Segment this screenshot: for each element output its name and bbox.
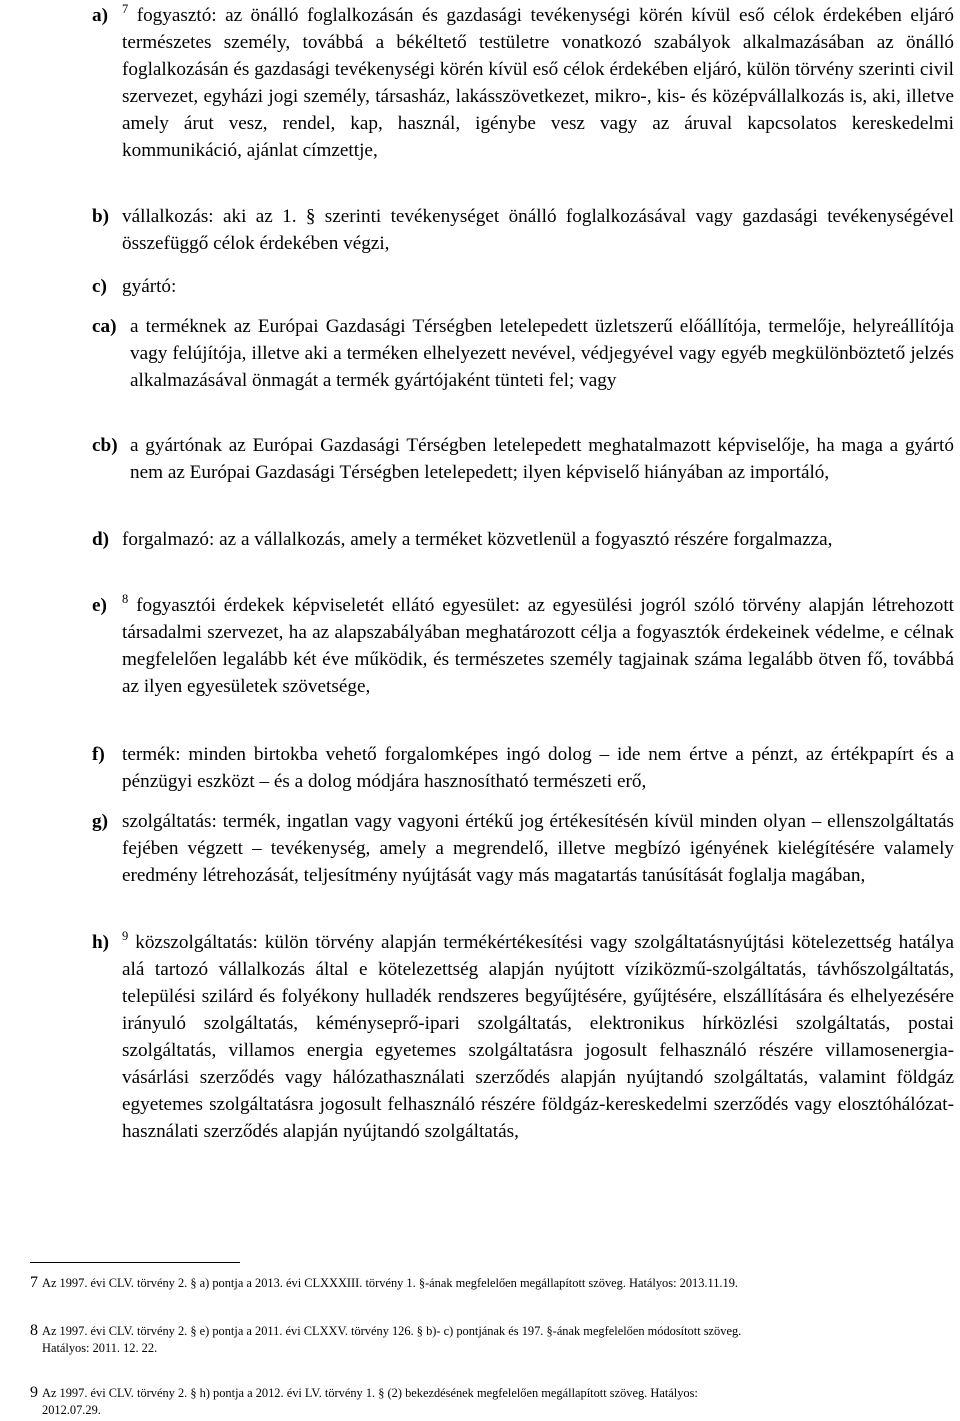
- item-label: cb): [92, 435, 118, 456]
- footnote-8: [30, 1322, 942, 1357]
- item-text: fogyasztó: az önálló foglalkozásán és gazdasági tevékenységi körén kívül eső célok érdekében eljáró természetes személy, továbbá a békéltető testületre vonatkozó szabályok alkalmazásában az önálló foglalkozásán és gazdasági tevékenységi körén kívül eső célok érdekében eljáró, külön törvény szerinti civil szervezet, egyházi jogi személy, társasház, lakásszövetkezet, mikro-, kis- és középvállalkozás is, aki, illetve amely árut vesz, rendel, kap, használ, igénybe vesz vagy az áruval kapcsolatos kereskedelmi kommunikáció, ajánlat címzettje,: [122, 5, 955, 161]
- definition-f: [92, 741, 954, 795]
- footnote-number: 7: [30, 1274, 38, 1291]
- item-text: forgalmazó: az a vállalkozás, amely a terméket közvetlenül a fogyasztó részére forgalmazza,: [122, 529, 833, 550]
- item-text: vállalkozás: aki az 1. § szerinti tevékenységet önálló foglalkozásával vagy gazdasági tevékenységével összefüggő célok érdekében végzi,: [122, 206, 954, 254]
- footnote-text: Az 1997. évi CLV. törvény 2. § a) pontja a 2013. évi CLXXXIII. törvény 1. §-ának megfelelően megállapított szöveg. Hatályos: 2013.11.19.: [42, 1276, 739, 1290]
- definition-g: [92, 808, 954, 889]
- footnote-text: Az 1997. évi CLV. törvény 2. § h) pontja a 2012. évi LV. törvény 1. § (2) bekezdésének megfelelően megállapított szöveg. Hatályos:: [42, 1386, 698, 1400]
- footnote-ref[interactable]: 8: [122, 592, 129, 606]
- item-label: g): [92, 811, 108, 832]
- item-label: ca): [92, 316, 117, 337]
- item-text: gyártó:: [122, 276, 177, 297]
- definition-b: [92, 203, 954, 257]
- footnote-number: 9: [30, 1384, 38, 1401]
- item-text: a gyártónak az Európai Gazdasági Térségben letelepedett meghatalmazott képviselője, ha maga a gyártó nem az Európai Gazdasági Térségben letelepedett; ilyen képviselő hiányában az importáló,: [130, 435, 954, 483]
- item-label: c): [92, 276, 107, 297]
- item-label: e): [92, 595, 107, 616]
- footnote-9: [30, 1384, 942, 1419]
- footnote-7: [30, 1274, 942, 1292]
- footnote-divider: [30, 1262, 240, 1263]
- footnote-text-continued: 2012.07.29.: [42, 1403, 101, 1417]
- definition-d: [92, 526, 954, 553]
- item-label: b): [92, 206, 110, 227]
- item-label: h): [92, 932, 110, 953]
- footnote-text-continued: Hatályos: 2011. 12. 22.: [42, 1341, 158, 1355]
- item-text: termék: minden birtokba vehető forgalomképes ingó dolog – ide nem értve a pénzt, az értékpapírt és a pénzügyi eszközt – és a dolog módjára hasznosítható természeti erő,: [122, 744, 954, 792]
- item-text: fogyasztói érdekek képviseletét ellátó egyesület: az egyesülési jogról szóló törvény alapján létrehozott társadalmi szervezet, ha az alapszabályában meghatározott célja a fogyasztók érdekeinek védelme, e célnak megfelelően legalább két éve működik, és természetes személy tagjainak száma legalább ötven fő, továbbá az ilyen egyesületek szövetsége,: [122, 595, 954, 697]
- definition-h: [92, 929, 954, 1145]
- item-text: közszolgáltatás: külön törvény alapján termékértékesítési vagy szolgáltatásnyújtási kötelezettség hatálya alá tartozó vállalkozás által e kötelezettség alapján nyújtott víziközmű-szolgáltatás, távhőszolgáltatás, települési szilárd és folyékony hulladék rendszeres begyűjtésére, gyűjtésére, elszállítására és elhelyezésére irányuló szolgáltatás, kéményseprő-ipari szolgáltatás, elektronikus hírközlési szolgáltatás, postai szolgáltatás, villamos energia egyetemes szolgáltatásra jogosult felhasználó részére villamosenergia-vásárlási szerződés vagy hálózathasználati szerződés alapján nyújtandó szolgáltatás, valamint földgáz egyetemes szolgáltatásra jogosult felhasználó részére földgáz-kereskedelmi szerződés vagy elosztóhálózat-használati szerződés alapján nyújtandó szolgáltatás,: [122, 932, 954, 1142]
- definition-ca: [92, 313, 954, 394]
- footnote-number: 8: [30, 1322, 38, 1339]
- item-text: a terméknek az Európai Gazdasági Térségben letelepedett üzletszerű előállítója, termelője, helyreállítója vagy felújítója, illetve aki a terméken elhelyezett nevével, védjegyével vagy egyéb megkülönböztető jelzés alkalmazásával önmagát a termék gyártójaként tünteti fel; vagy: [130, 316, 954, 391]
- item-label: d): [92, 529, 110, 550]
- definition-e: [92, 592, 954, 700]
- definition-c: [92, 273, 954, 300]
- item-label: a): [92, 5, 108, 26]
- footnote-ref[interactable]: 7: [122, 2, 129, 16]
- footnote-text: Az 1997. évi CLV. törvény 2. § e) pontja a 2011. évi CLXXV. törvény 126. § b)- c) pontjának és 197. §-ának megfelelően módosított szöveg.: [42, 1324, 742, 1338]
- item-label: f): [92, 744, 105, 765]
- footnote-ref[interactable]: 9: [122, 929, 129, 943]
- item-text: szolgáltatás: termék, ingatlan vagy vagyoni értékű jog értékesítésén kívül minden olyan – ellenszolgáltatás fejében végzett – tevékenység, amely a megrendelő, illetve megbízó igényének kielégítésére valamely eredmény létrehozását, teljesítmény nyújtását vagy más magatartás tanúsítását foglalja magában,: [122, 811, 954, 886]
- definition-cb: [92, 432, 954, 486]
- definition-a: [92, 2, 954, 164]
